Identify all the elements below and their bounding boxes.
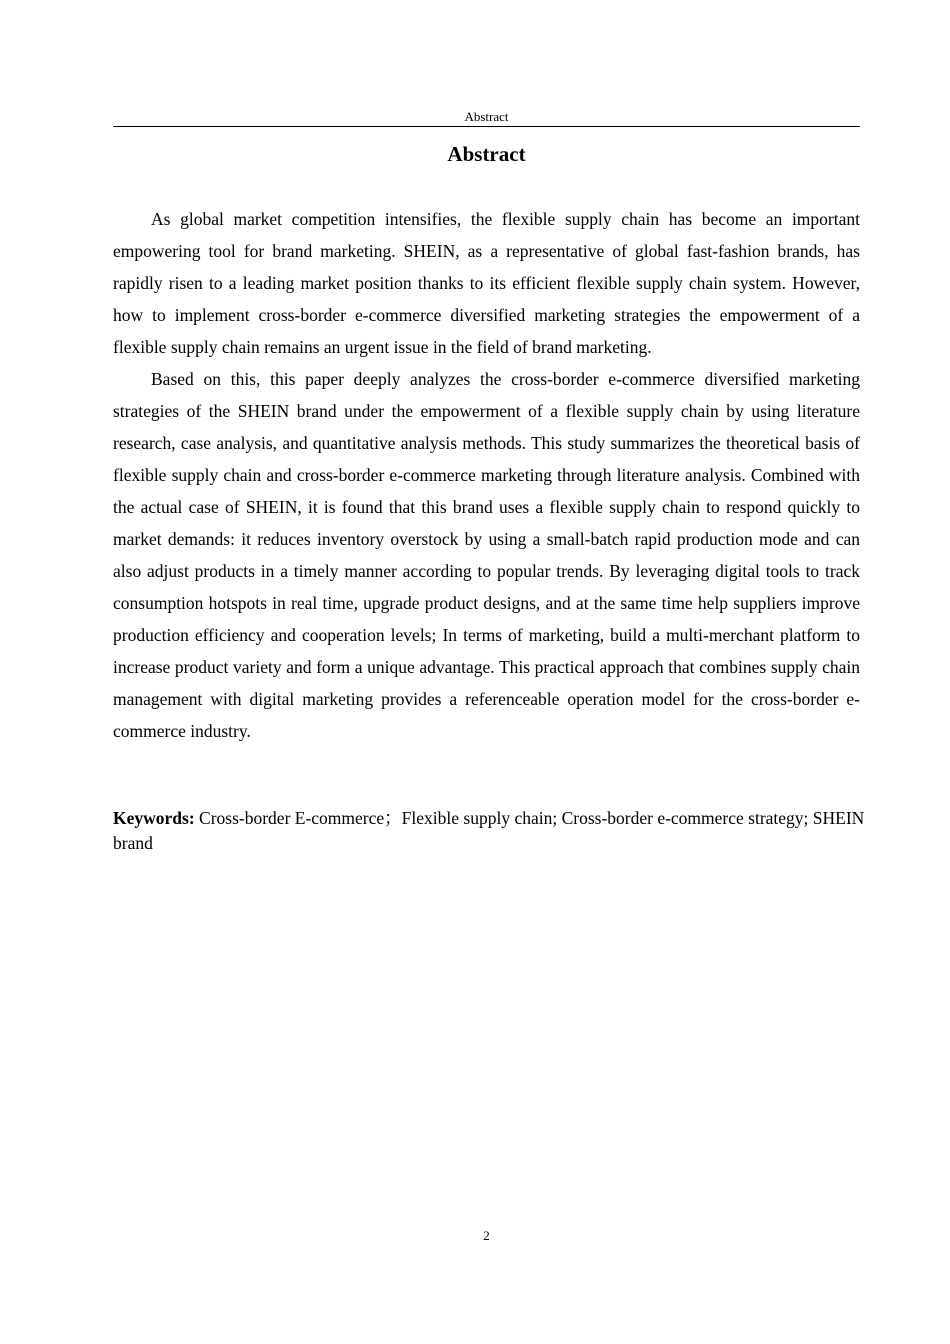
abstract-paragraph-2: Based on this, this paper deeply analyzes the cross-border e-commerce diversified marketing strategies of the SHEIN brand under the empowerment of a flexible supply chain by using literature research, case analysis, and quantitative analysis methods. This study summarizes the theoretical basis of flexible supply chain and cross-border e-commerce marketing through literature analysis. Combined with the actual case of SHEIN, it is found that this brand uses a flexible supply chain to respond quickly to market demands: it reduces inventory overstock by using a small-batch rapid production mode and can also adjust products in a timely manner according to popular trends. By leveraging digital tools to track consumption hotspots in real time, upgrade product designs, and at the same time help suppliers improve production efficiency and cooperation levels; In terms of marketing, build a multi-merchant platform to increase product variety and form a unique advantage. This practical approach that combines supply chain management with digital marketing provides a referenceable operation model for the cross-border e-commerce industry. [113, 369, 860, 741]
abstract-body [113, 203, 860, 747]
header-rule [113, 126, 860, 127]
page-number: 2 [483, 1228, 490, 1243]
keywords [113, 806, 865, 856]
running-header: Abstract [464, 109, 509, 124]
page-title: Abstract [447, 142, 526, 166]
keywords-text: Cross-border E-commerce；Flexible supply chain; Cross-border e-commerce strategy; SHEIN brand [113, 808, 865, 853]
keywords-label: Keywords: [113, 808, 195, 828]
abstract-paragraph-1: As global market competition intensifies, the flexible supply chain has become an important empowering tool for brand marketing. SHEIN, as a representative of global fast-fashion brands, has rapidly risen to a leading market position thanks to its efficient flexible supply chain system. However, how to implement cross-border e-commerce diversified marketing strategies the empowerment of a flexible supply chain remains an urgent issue in the field of brand marketing. [113, 209, 860, 357]
